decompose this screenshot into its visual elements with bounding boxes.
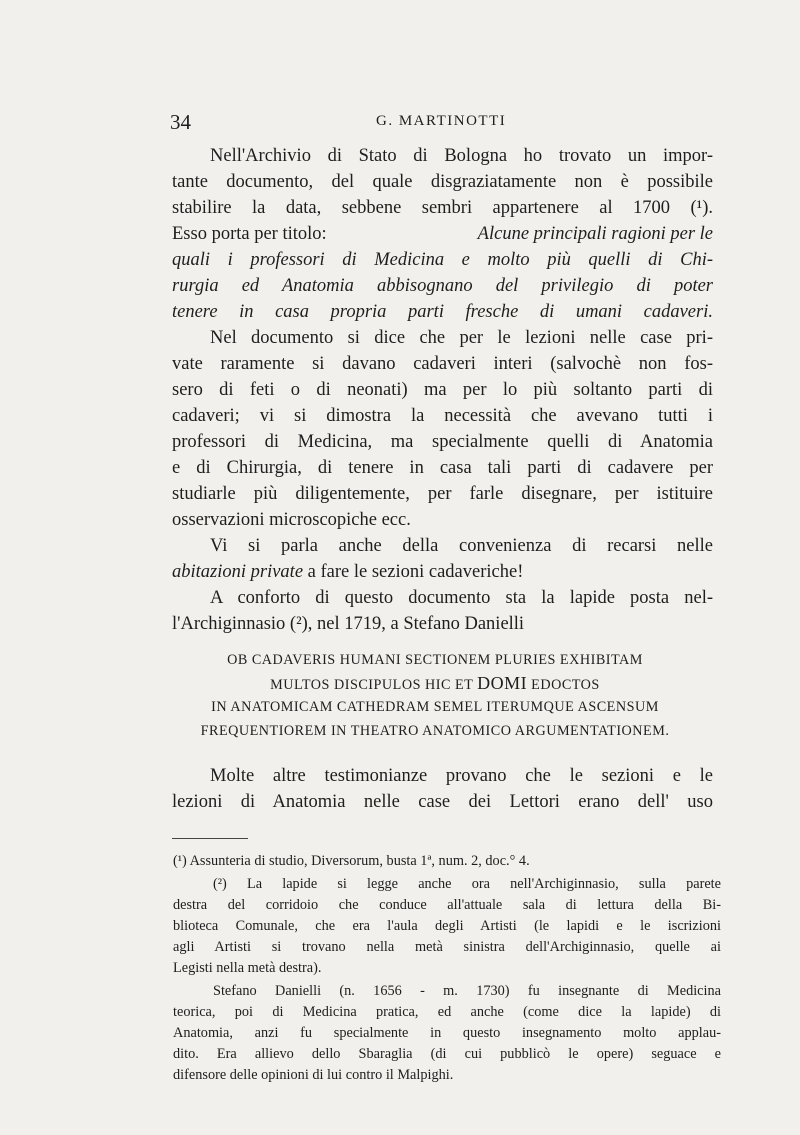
footnote-2-line: (²) La lapide si legge anche ora nell'Archiginnasio, sulla parete [213,876,721,892]
body-line: Nell'Archivio di Stato di Bologna ho trovato un impor- [210,146,713,166]
body-line: osservazioni microscopiche ecc. [172,510,411,530]
body-line [172,221,713,247]
footnote-2-line: blioteca Comunale, che era l'aula degli Artisti (le lapidi e le iscrizioni [173,918,721,934]
body-line: Molte altre testimonianze provano che le sezioni e le [210,766,713,786]
footnote-3-line: Stefano Danielli (n. 1656 - m. 1730) fu insegnante di Medicina [213,983,721,999]
footnote-2-line: Legisti nella metà destra). [173,960,322,976]
inscription-line: IN ANATOMICAM CATHEDRAM SEMEL ITERUMQUE ASCENSUM [211,699,659,715]
footnote-2-line: agli Artisti si trovano nella metà sinistra dell'Archiginnasio, quelle ai [173,939,721,955]
body-line-italic: tenere in casa propria parti fresche di umani cadaveri. [172,302,713,322]
body-line-italic: rurgia ed Anatomia abbisognano del privilegio di poter [172,276,713,296]
body-line: l'Archiginnasio (²), nel 1719, a Stefano Danielli [172,614,525,634]
inscription-line: OB CADAVERIS HUMANI SECTIONEM PLURIES EXHIBITAM [227,652,643,668]
footnote-3-line: Anatomia, anzi fu specialmente in questo insegnamento molto applau- [173,1025,721,1041]
page-number: 34 [170,110,191,134]
footnote-2-line: destra del corridoio che conduce all'attuale sala di lettura della Bi- [173,897,721,913]
inscription-emphasis: DOMI [477,673,528,693]
body-line-italic: quali i professori di Medicina e molto più quelli di Chi- [172,250,713,270]
body-line [172,559,713,585]
body-line: sero di feti o di neonati) ma per lo più soltanto parti di [172,380,713,400]
inscription-text: EDOCTOS [527,677,600,693]
body-line: professori di Medicina, ma specialmente quelli di Anatomia [172,432,713,452]
footnote-1: (¹) Assunteria di studio, Diversorum, busta 1ª, num. 2, doc.° 4. [173,853,530,869]
inscription-line: FREQUENTIOREM IN THEATRO ANATOMICO ARGUMENTATIONEM. [200,723,670,739]
inscription-line [150,673,720,695]
italic-phrase: abitazioni private [172,562,304,582]
running-header [170,110,715,134]
author-running-title: G. MARTINOTTI [376,113,507,129]
footnote-3-line: difensore delle opinioni di lui contro il Malpighi. [173,1067,454,1083]
document-title-italic: Alcune principali ragioni per le [477,224,713,244]
body-line: e di Chirurgia, di tenere in casa tali parti di cadavere per [172,458,713,478]
body-line: Vi si parla anche della convenienza di recarsi nelle [210,536,713,556]
body-line: studiarle più diligentemente, per farle disegnare, per istituire [172,484,713,504]
body-line: lezioni di Anatomia nelle case dei Lettori erano dell' uso [172,792,713,812]
body-line: Nel documento si dice che per le lezioni nelle case pri- [210,328,713,348]
body-line: vate raramente si davano cadaveri interi (salvochè non fos- [172,354,713,374]
footnote-3-line: teorica, poi di Medicina pratica, ed anche (come dice la lapide) di [173,1004,721,1020]
footnote-3-line: dito. Era allievo dello Sbaraglia (di cui pubblicò le opere) seguace e [173,1046,721,1062]
body-text: a fare le sezioni cadaveriche! [303,562,524,582]
title-intro-text: Esso porta per titolo: [172,224,327,244]
inscription-text: MULTOS DISCIPULOS HIC ET [270,677,478,693]
body-line: tante documento, del quale disgraziatamente non è possibile [172,172,713,192]
footnote-rule [172,838,248,839]
body-line: cadaveri; vi si dimostra la necessità che avevano tutti i [172,406,713,426]
body-line: A conforto di questo documento sta la lapide posta nel- [210,588,713,608]
body-line: stabilire la data, sebbene sembri appartenere al 1700 (¹). [172,198,713,218]
